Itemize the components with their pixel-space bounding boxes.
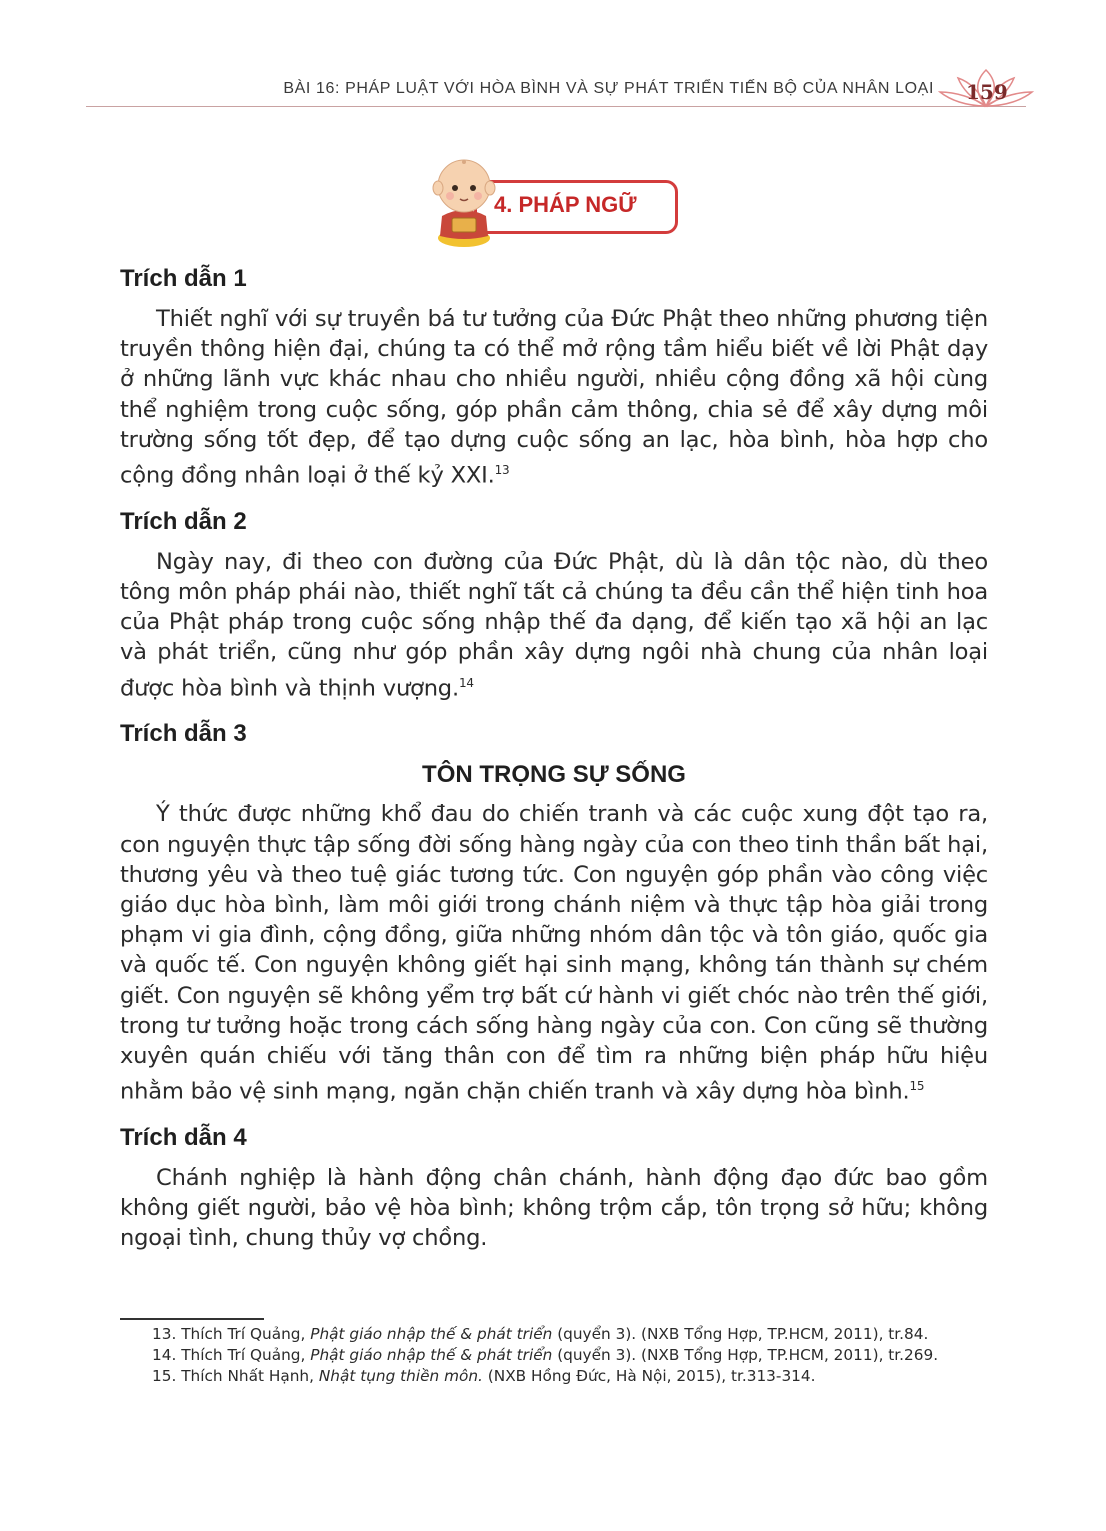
quote-heading: Trích dẫn 1 — [120, 265, 247, 292]
quote-text: Chánh nghiệp là hành động chân chánh, hành động đạo đức bao gồm không giết người, bảo vệ hòa bình; không trộm cắp, tôn trọng sở hữu; không ngoại tình, chung thủy vợ chồng. — [120, 1164, 988, 1252]
quote-text: Thiết nghĩ với sự truyền bá tư tưởng của Đức Phật theo những phương tiện truyền thông hiện đại, chúng ta có thể mở rộng tầm hiểu biết về lời Phật dạy ở những lãnh vực khác nhau cho nhiều người, nhiều cộng đồng xã hội cùng thể nghiệm trong cuộc sống, góp phần cảm thông, chia sẻ để xây dựng môi trường sống tốt đẹp, để tạo dựng cuộc sống an lạc, hòa bình, hòa hợp cho cộng đồng nhân loại ở thế kỷ XXI.$^{13}$ — [120, 306, 988, 489]
footnote-item: 15. Thích Nhất Hạnh, Nhật tụng thiền môn. (NXB Hồng Đức, Hà Nội, 2015), tr.313-314. — [152, 1367, 816, 1385]
footnote-ref[interactable]: 14 — [458, 675, 474, 690]
page-number: 159 — [966, 80, 1008, 104]
section-title: 4. PHÁP NGỮ — [494, 192, 637, 217]
monk-mascot-icon — [424, 150, 504, 250]
quote-subtitle: TÔN TRỌNG SỰ SỐNG — [422, 761, 686, 789]
quote-heading: Trích dẫn 2 — [120, 507, 247, 535]
footnote-ref[interactable]: 13 — [494, 463, 510, 478]
header-title: BÀI 16: PHÁP LUẬT VỚI HÒA BÌNH VÀ SỰ PHÁT TRIỂN TIẾN BỘ CỦA NHÂN LOẠI — [283, 80, 934, 97]
quote-text: Ngày nay, đi theo con đường của Đức Phật, dù là dân tộc nào, dù theo tông môn pháp phái nào, thiết nghĩ tất cả chúng ta đều cần thể hiện tinh hoa của Phật pháp trong cuộc sống nhập thế đa dạng, để kiến tạo xã hội an lạc và phát triển, cũng như góp phần xây dựng ngôi nhà chung của nhân loại được hòa bình và thịnh vượng.$^{14}$ — [120, 548, 988, 702]
footnote-divider — [120, 1318, 264, 1320]
footnote-item: 14. Thích Trí Quảng, Phật giáo nhập thế & phát triển (quyển 3). (NXB Tổng Hợp, TP.HCM, 2011), tr.269. — [152, 1346, 939, 1364]
footnote-item: 13. Thích Trí Quảng, Phật giáo nhập thế & phát triển (quyển 3). (NXB Tổng Hợp, TP.HCM, 2011), tr.84. — [152, 1325, 929, 1343]
quote-heading: Trích dẫn 4 — [120, 1123, 247, 1151]
main-content — [120, 258, 988, 1263]
section-badge — [424, 150, 684, 250]
footnote-ref[interactable]: 15 — [909, 1079, 925, 1094]
quote-text: Ý thức được những khổ đau do chiến tranh và các cuộc xung đột tạo ra, con nguyện thực tập sống đời sống hàng ngày của con theo tinh thần bất hại, thương yêu và theo tuệ giác tương tức. Con nguyện góp phần vào công việc giáo dục hòa bình, làm môi giới trong chánh niệm và thực tập hòa giải trong phạm vi gia đình, cộng đồng, giữa những nhóm dân tộc và tôn giáo, quốc gia và quốc tế. Con nguyện không giết hại sinh mạng, không tán thành sự chém giết. Con nguyện sẽ không yểm trợ bất cứ hành vi giết chóc nào trên thế giới, trong tư tưởng hoặc trong cách sống hàng ngày của con. Con cũng sẽ thường xuyên quán chiếu với tăng thân con để tìm ra những biện pháp hữu hiệu nhằm bảo vệ sinh mạng, ngăn chặn chiến tranh và xây dựng hòa bình.$^{15}$ — [120, 801, 988, 1105]
header-rule — [86, 106, 1026, 107]
footnotes — [120, 1325, 1000, 1388]
page-header — [0, 70, 1106, 110]
quote-heading: Trích dẫn 3 — [120, 720, 247, 748]
